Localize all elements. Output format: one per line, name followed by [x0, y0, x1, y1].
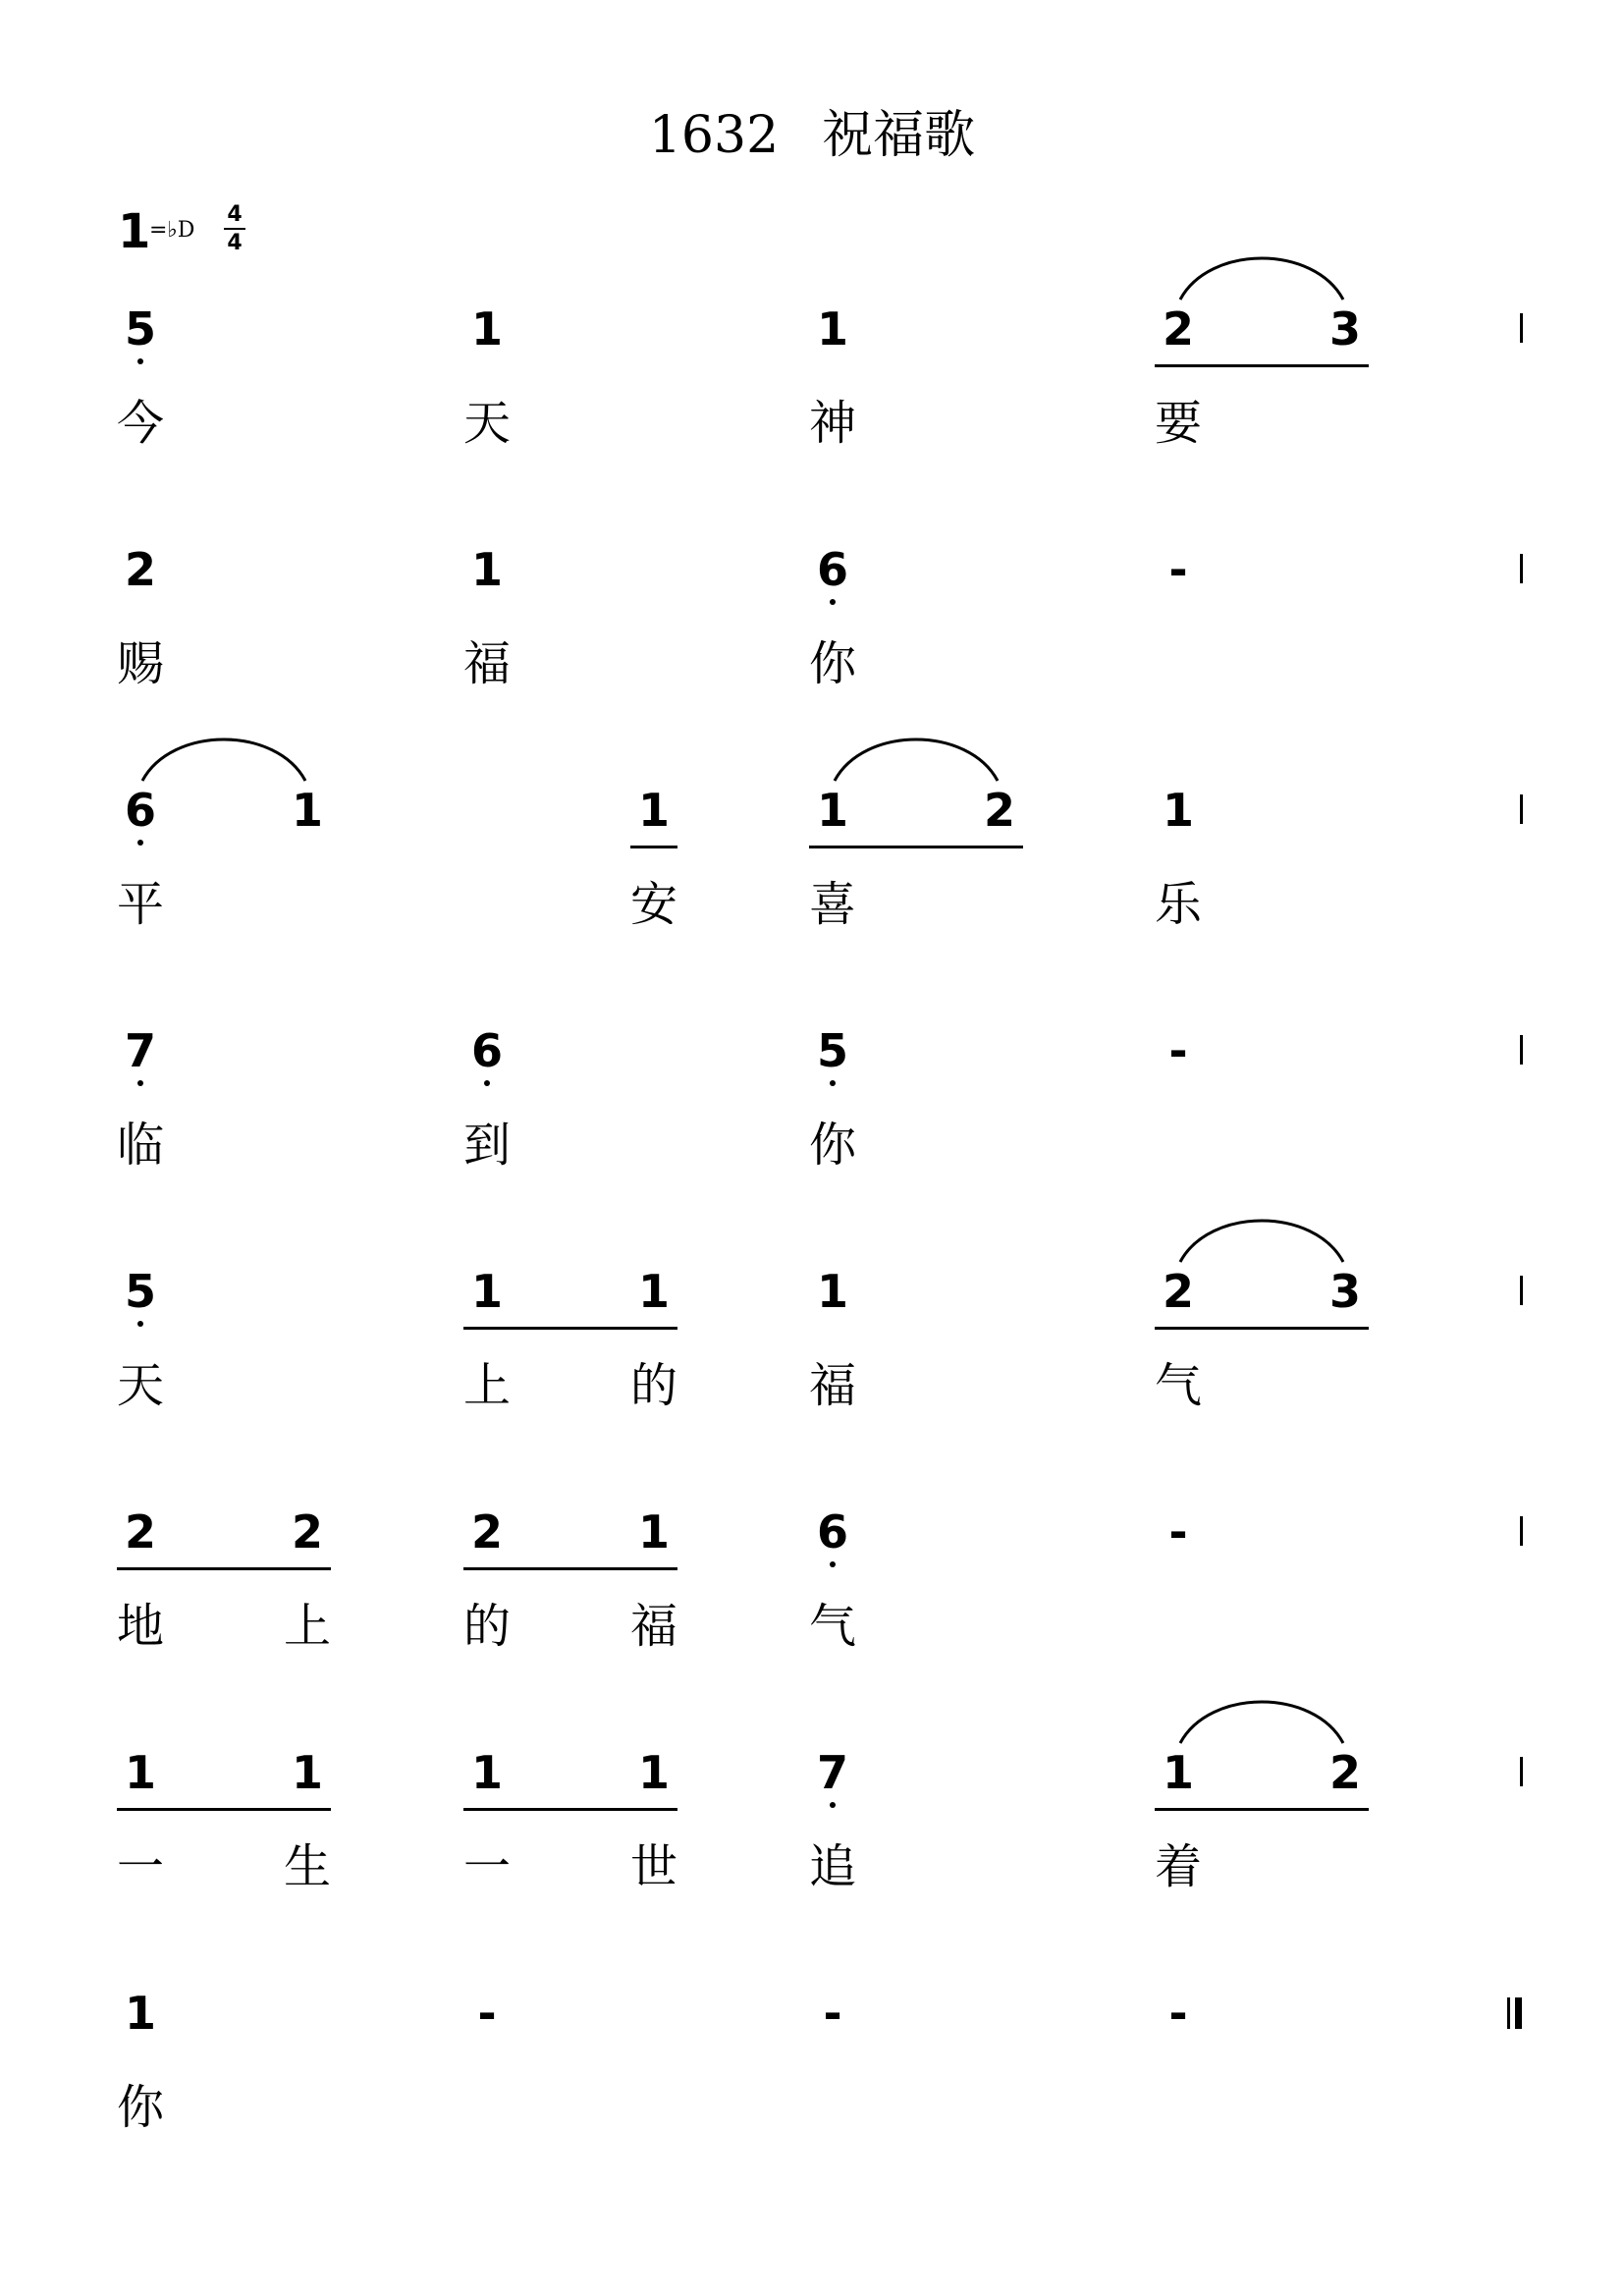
- note-text: -: [1168, 1024, 1188, 1077]
- octave-dot-below: [137, 1321, 143, 1327]
- lyric: 生: [283, 1839, 331, 1894]
- dash-extension: [803, 1984, 862, 2043]
- beam-underline: [117, 1808, 331, 1811]
- lyric: 天: [462, 396, 511, 451]
- lyric: 乐: [1154, 877, 1202, 932]
- note-text: -: [1168, 1505, 1188, 1558]
- note: [624, 1503, 683, 1561]
- octave-dot-below: [830, 1802, 836, 1808]
- note: [624, 1743, 683, 1802]
- octave-dot-below: [830, 1561, 836, 1567]
- note: [803, 300, 862, 358]
- octave-dot-below: [137, 840, 143, 846]
- note: [111, 1021, 170, 1080]
- note-text: -: [1168, 1987, 1188, 2040]
- beam-underline: [809, 846, 1023, 848]
- note-text: 1: [816, 302, 848, 355]
- note: [278, 781, 337, 840]
- note-text: 3: [1328, 302, 1361, 355]
- barline: [1520, 313, 1523, 343]
- lyric: 福: [629, 1599, 677, 1654]
- note-text: 1: [124, 1987, 156, 2040]
- note-text: 1: [637, 1746, 670, 1799]
- barline: [1520, 1276, 1523, 1305]
- note: [111, 1503, 170, 1561]
- note-text: 3: [1328, 1265, 1361, 1318]
- note-text: 2: [124, 1505, 156, 1558]
- note: [458, 1262, 516, 1321]
- note-text: 1: [637, 1505, 670, 1558]
- note: [1316, 300, 1375, 358]
- beam-underline: [630, 846, 677, 848]
- note: [1316, 1743, 1375, 1802]
- song-number: 1632: [648, 106, 780, 165]
- time-signature-bottom: 4: [227, 231, 243, 255]
- octave-dot-below: [137, 1080, 143, 1086]
- lyric: 世: [629, 1839, 677, 1894]
- dash-extension: [458, 1984, 516, 2043]
- note-text: 1: [470, 1746, 503, 1799]
- slur: [1180, 1702, 1343, 1743]
- note-text: 5: [816, 1024, 848, 1077]
- beam-underline: [463, 1567, 677, 1570]
- key-equals: =♭D: [149, 218, 195, 243]
- note: [458, 1503, 516, 1561]
- beam-underline: [117, 1567, 331, 1570]
- note: [458, 540, 516, 599]
- lyric: 天: [116, 1358, 164, 1413]
- note-text: -: [477, 1987, 497, 2040]
- lyric: 你: [116, 2080, 164, 2135]
- note-text: -: [1168, 543, 1188, 596]
- slur: [1180, 258, 1343, 300]
- lyric: 上: [283, 1599, 331, 1654]
- beam-underline: [463, 1808, 677, 1811]
- octave-dot-below: [830, 599, 836, 605]
- dash-extension: [1149, 1021, 1208, 1080]
- lyric: 一: [462, 1839, 511, 1894]
- note: [970, 781, 1029, 840]
- note-text: 5: [124, 1265, 156, 1318]
- note: [803, 1262, 862, 1321]
- lyric: 今: [116, 396, 164, 451]
- score-system: [0, 1984, 1624, 2141]
- score-system: [0, 300, 1624, 457]
- note: [458, 1743, 516, 1802]
- barline: [1520, 1516, 1523, 1546]
- note: [624, 1262, 683, 1321]
- lyric: 一: [116, 1839, 164, 1894]
- lyric: 福: [808, 1358, 856, 1413]
- note-text: 1: [291, 784, 323, 837]
- note-text: 1: [1162, 784, 1194, 837]
- note: [278, 1503, 337, 1561]
- lyric: 你: [808, 1118, 856, 1173]
- note: [111, 781, 170, 840]
- note-text: 7: [816, 1746, 848, 1799]
- note-text: 2: [1328, 1746, 1361, 1799]
- score-system: [0, 781, 1624, 938]
- note: [111, 1984, 170, 2043]
- note-text: 6: [470, 1024, 503, 1077]
- lyric: 赐: [116, 636, 164, 691]
- note-text: 5: [124, 302, 156, 355]
- lyric: 喜: [808, 877, 856, 932]
- note-text: 1: [816, 1265, 848, 1318]
- note-text: 2: [124, 543, 156, 596]
- barline: [1520, 1035, 1523, 1065]
- note: [624, 781, 683, 840]
- score-system: [0, 1262, 1624, 1419]
- final-barline: [1507, 1997, 1537, 2029]
- beam-underline: [463, 1327, 677, 1330]
- note-text: 1: [470, 543, 503, 596]
- slur: [142, 739, 305, 781]
- lyric: 的: [629, 1358, 677, 1413]
- note-text: 6: [124, 784, 156, 837]
- beam-underline: [1155, 1327, 1369, 1330]
- note-text: 7: [124, 1024, 156, 1077]
- lyric: 的: [462, 1599, 511, 1654]
- note: [111, 540, 170, 599]
- note: [803, 781, 862, 840]
- dash-extension: [1149, 1503, 1208, 1561]
- note: [458, 1021, 516, 1080]
- lyric: 临: [116, 1118, 164, 1173]
- octave-dot-below: [830, 1080, 836, 1086]
- dash-extension: [1149, 540, 1208, 599]
- note: [803, 1021, 862, 1080]
- note: [458, 300, 516, 358]
- note-text: 6: [816, 1505, 848, 1558]
- note-text: 1: [291, 1746, 323, 1799]
- lyric: 你: [808, 636, 856, 691]
- lyric: 要: [1154, 396, 1202, 451]
- note-text: -: [823, 1987, 842, 2040]
- lyric: 气: [808, 1599, 856, 1654]
- note-text: 1: [124, 1746, 156, 1799]
- note-text: 1: [470, 1265, 503, 1318]
- lyric: 到: [462, 1118, 511, 1173]
- key-do: 1: [118, 204, 151, 259]
- octave-dot-below: [484, 1080, 490, 1086]
- lyric: 福: [462, 636, 511, 691]
- note-text: 1: [637, 1265, 670, 1318]
- note: [803, 1743, 862, 1802]
- lyric: 追: [808, 1839, 856, 1894]
- beam-underline: [1155, 1808, 1369, 1811]
- note: [278, 1743, 337, 1802]
- note-text: 2: [1162, 302, 1194, 355]
- score-system: [0, 540, 1624, 697]
- note-text: 2: [470, 1505, 503, 1558]
- score-system: [0, 1743, 1624, 1900]
- note: [1149, 781, 1208, 840]
- note-text: 2: [983, 784, 1015, 837]
- lyric: 平: [116, 877, 164, 932]
- lyric: 安: [629, 877, 677, 932]
- dash-extension: [1149, 1984, 1208, 2043]
- note: [111, 1262, 170, 1321]
- note: [1149, 1743, 1208, 1802]
- lyric: 神: [808, 396, 856, 451]
- note: [1149, 300, 1208, 358]
- lyric: 气: [1154, 1358, 1202, 1413]
- note-text: 6: [816, 543, 848, 596]
- song-name: 祝福歌: [822, 106, 976, 165]
- note-text: 2: [291, 1505, 323, 1558]
- note-text: 1: [816, 784, 848, 837]
- score-system: [0, 1021, 1624, 1178]
- barline: [1520, 794, 1523, 824]
- lyric: 地: [116, 1599, 164, 1654]
- time-signature-top: 4: [224, 202, 245, 230]
- note: [111, 1743, 170, 1802]
- slur: [835, 739, 998, 781]
- barline: [1520, 554, 1523, 583]
- score-system: [0, 1503, 1624, 1660]
- note-text: 2: [1162, 1265, 1194, 1318]
- note-text: 1: [637, 784, 670, 837]
- lyric: 上: [462, 1358, 511, 1413]
- octave-dot-below: [137, 358, 143, 364]
- note: [111, 300, 170, 358]
- note-text: 1: [1162, 1746, 1194, 1799]
- note: [803, 540, 862, 599]
- note: [1316, 1262, 1375, 1321]
- note: [803, 1503, 862, 1561]
- lyric: 着: [1154, 1839, 1202, 1894]
- beam-underline: [1155, 364, 1369, 367]
- note: [1149, 1262, 1208, 1321]
- slur: [1180, 1221, 1343, 1262]
- note-text: 1: [470, 302, 503, 355]
- barline: [1520, 1757, 1523, 1786]
